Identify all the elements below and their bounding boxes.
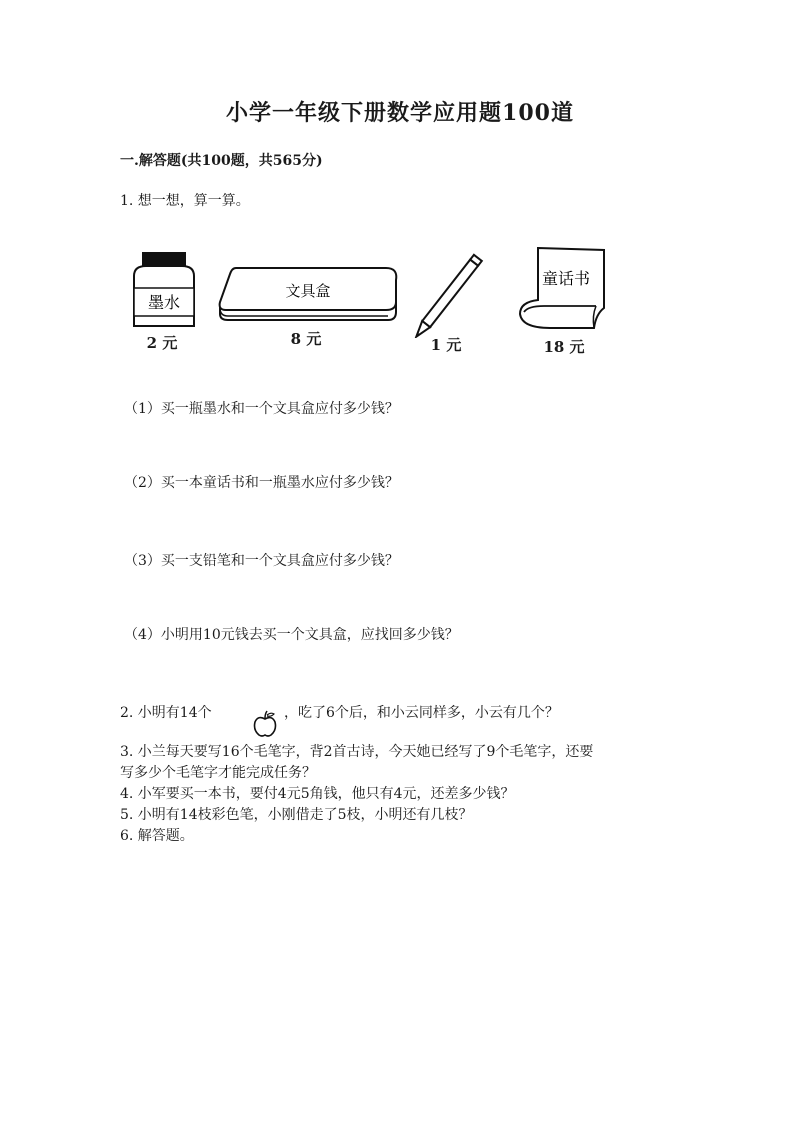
apple-icon <box>252 710 278 738</box>
question-1-part-2: （2）买一本童话书和一瓶墨水应付多少钱？ <box>124 475 399 491</box>
pencil-price: 1 元 <box>430 336 462 354</box>
question-3-line-2: 写多少个毛笔字才能完成任务？ <box>120 765 316 781</box>
question-3-line-1: 3. 小兰每天要写16个毛笔字，背2首古诗，今天她已经写了9个毛笔字，还要 <box>120 744 594 760</box>
ink-price: 2 元 <box>146 334 178 352</box>
question-1-part-1: （1）买一瓶墨水和一个文具盒应付多少钱？ <box>124 401 399 417</box>
storybook-icon <box>510 244 610 336</box>
pencil-case-price: 8 元 <box>290 330 322 348</box>
pencil-icon <box>404 244 500 338</box>
storybook-price: 18 元 <box>543 338 585 356</box>
question-1-part-4: （4）小明用10元钱去买一个文具盒，应找回多少钱？ <box>124 627 459 643</box>
storybook-label: 童话书 <box>541 269 591 288</box>
question-2-start: 2. 小明有14个 <box>120 705 212 721</box>
question-5: 5. 小明有14枝彩色笔，小刚借走了5枝，小明还有几枝？ <box>120 807 473 823</box>
question-1: 1. 想一想，算一算。 <box>120 193 250 209</box>
pencil-case-label: 文具盒 <box>285 282 331 300</box>
question-4: 4. 小军要买一本书，要付4元5角钱，他只有4元，还差多少钱？ <box>120 786 515 802</box>
question-2-end: ，吃了6个后，和小云同样多，小云有几个？ <box>284 705 559 721</box>
pencil-case-icon <box>216 264 402 324</box>
question-1-part-3: （3）买一支铅笔和一个文具盒应付多少钱？ <box>124 553 399 569</box>
question-6: 6. 解答题。 <box>120 828 194 844</box>
ink-bottle-icon <box>124 250 204 330</box>
section-heading: 一.解答题(共100题，共565分) <box>120 153 323 169</box>
page-title: 小学一年级下册数学应用题100道 <box>226 100 574 126</box>
ink-bottle-label: 墨水 <box>147 293 181 312</box>
